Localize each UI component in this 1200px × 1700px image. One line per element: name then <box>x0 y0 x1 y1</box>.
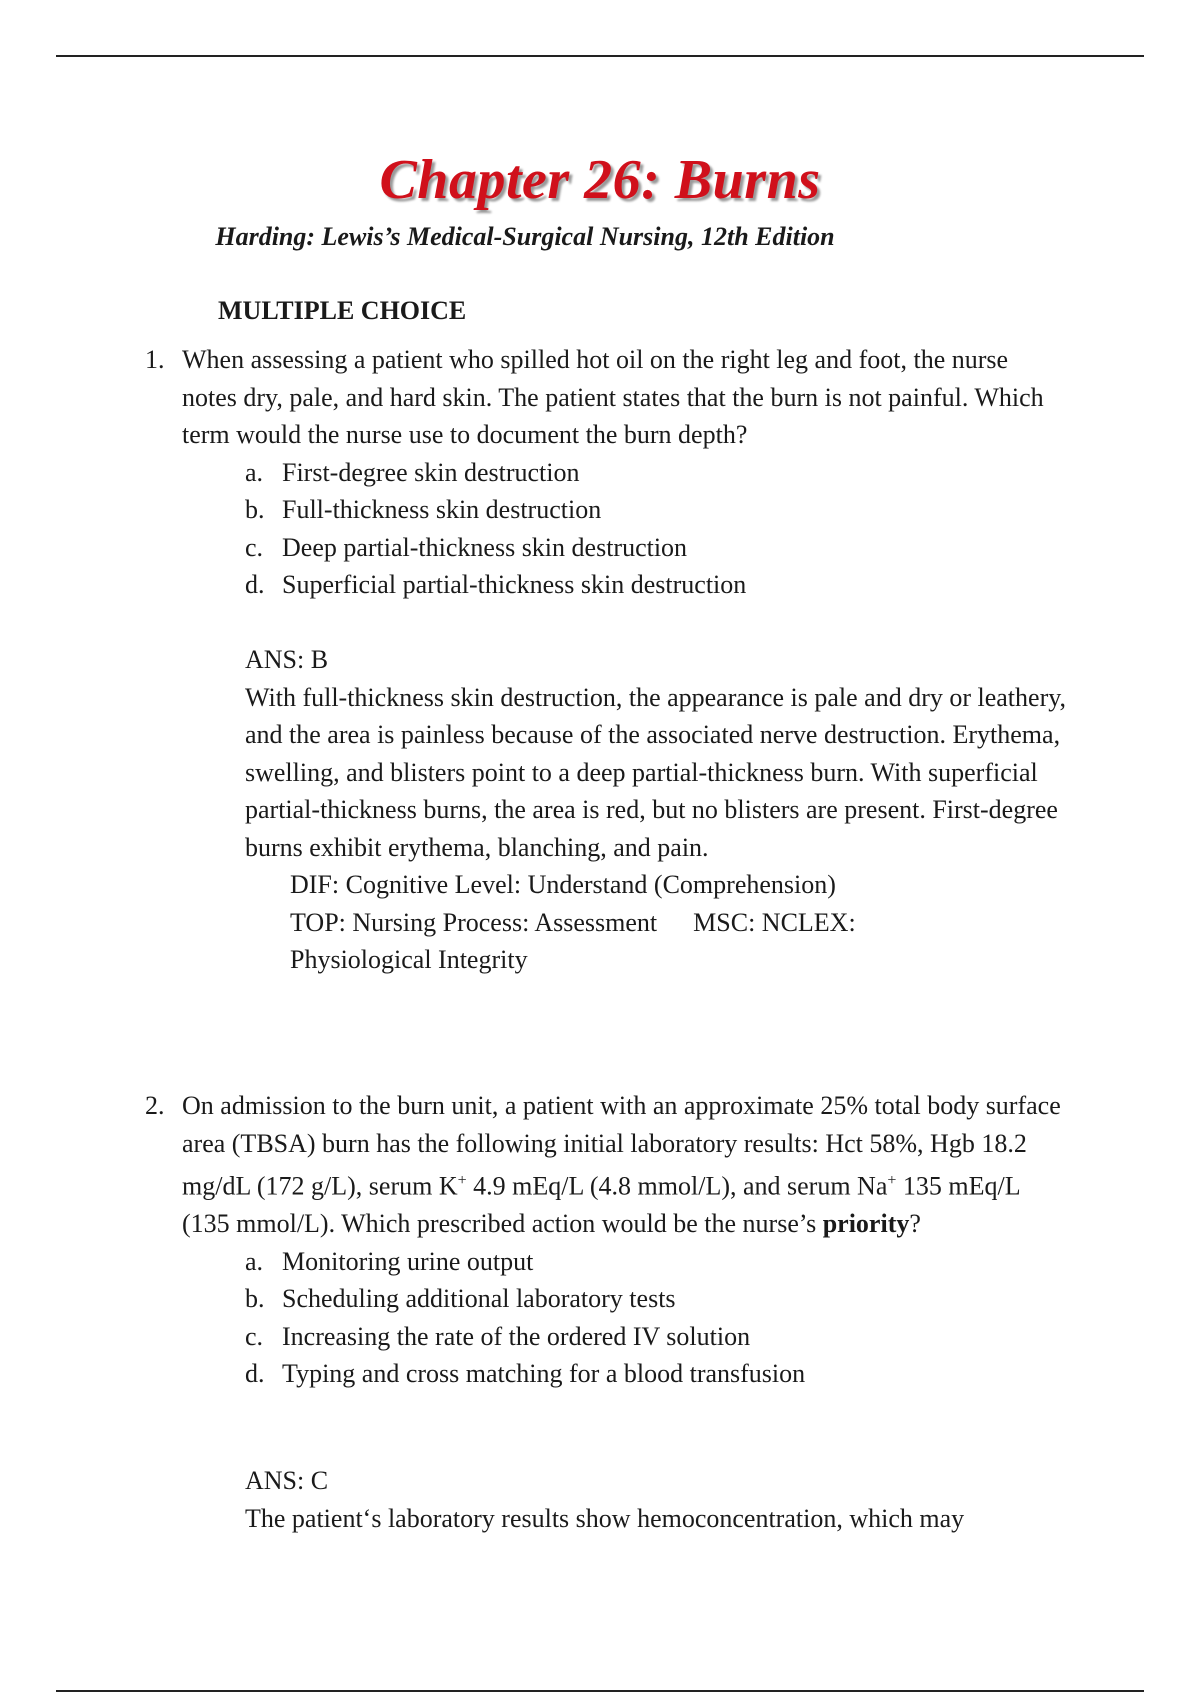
option-text: Deep partial-thickness skin destruction <box>282 532 688 562</box>
top-label: TOP: Nursing Process: Assessment <box>290 907 658 937</box>
option-text: Full-thickness skin destruction <box>282 495 602 524</box>
option-letter: d. <box>245 570 265 599</box>
superscript: + <box>457 1172 467 1189</box>
answer-key: ANS: C <box>245 1466 329 1495</box>
option-c <box>245 529 1065 567</box>
option-text: Increasing the rate of the ordered IV solution <box>282 1321 751 1351</box>
option-letter: a. <box>245 1246 264 1276</box>
superscript: + <box>887 1172 897 1189</box>
option-text: First-degree skin destruction <box>282 457 580 487</box>
stem-text: ? <box>909 1209 921 1239</box>
stem-text: On admission to the burn unit, a patient with an approximate 25% total body surface area (TBSA) burn has the following initial laboratory results: Hct 58%, Hgb 18.2 mg/dL (172 g/L), serum K <box>182 1091 1061 1201</box>
option-letter: a. <box>245 457 264 487</box>
chapter-title: Chapter 26: Burns <box>379 149 821 211</box>
option-letter: c. <box>245 532 264 562</box>
bottom-rule <box>56 1690 1144 1692</box>
top-rule <box>56 55 1144 57</box>
option-letter: d. <box>245 1359 265 1389</box>
msc-label: MSC: NCLEX: Physiological Integrity <box>290 907 856 974</box>
option-letter: c. <box>245 1321 264 1351</box>
emphasis-priority: priority <box>822 1209 910 1239</box>
metadata <box>290 866 930 979</box>
book-subtitle: Harding: Lewis’s Medical-Surgical Nursing, 12th Edition <box>215 222 835 251</box>
question-number: 1. <box>145 345 165 374</box>
section-heading: MULTIPLE CHOICE <box>218 296 467 325</box>
question-2-answer-block <box>145 1462 1065 1537</box>
option-text: Superficial partial-thickness skin destruction <box>282 570 747 599</box>
question-2 <box>145 1087 1065 1393</box>
option-letter: b. <box>245 1284 265 1314</box>
option-b <box>245 1280 1065 1318</box>
option-text: Scheduling additional laboratory tests <box>282 1284 676 1314</box>
dif-label: DIF: Cognitive Level: Understand (Comprehension) <box>290 870 836 899</box>
answer-key: ANS: B <box>245 645 329 674</box>
rationale: The patient‘s laboratory results show hemoconcentration, which may <box>245 1503 965 1533</box>
option-d <box>245 1355 1065 1393</box>
answer-options <box>245 1243 1065 1393</box>
option-b <box>245 491 1065 529</box>
option-text: Typing and cross matching for a blood transfusion <box>282 1359 806 1389</box>
stem-text: 135 mEq/L (135 mmol/L). Which prescribed action would be the nurse’s <box>182 1171 1020 1239</box>
option-d <box>245 566 1065 604</box>
question-1-answer-block <box>145 641 1065 979</box>
option-a <box>245 1243 1065 1281</box>
option-text: Monitoring urine output <box>282 1246 534 1276</box>
question-stem: When assessing a patient who spilled hot oil on the right leg and foot, the nurse notes dry, pale, and hard skin. The patient states that the burn is not painful. Which term would the nurse use to document the burn depth? <box>182 345 1044 449</box>
rationale: With full-thickness skin destruction, the appearance is pale and dry or leathery, and the area is painless because of the associated nerve destruction. Erythema, swelling, and blisters point to a deep partial-thickness burn. With superficial partial-thickness burns, the area is red, but no blisters are present. First-degree burns exhibit erythema, blanching, and pain. <box>245 682 1067 862</box>
question-number: 2. <box>145 1091 165 1120</box>
option-a <box>245 454 1065 492</box>
answer-options <box>245 454 1065 604</box>
question-1 <box>145 341 1065 604</box>
question-stem <box>182 1087 1067 1243</box>
option-letter: b. <box>245 495 265 524</box>
stem-text: 4.9 mEq/L (4.8 mmol/L), and serum Na <box>466 1171 888 1201</box>
option-c <box>245 1318 1065 1356</box>
